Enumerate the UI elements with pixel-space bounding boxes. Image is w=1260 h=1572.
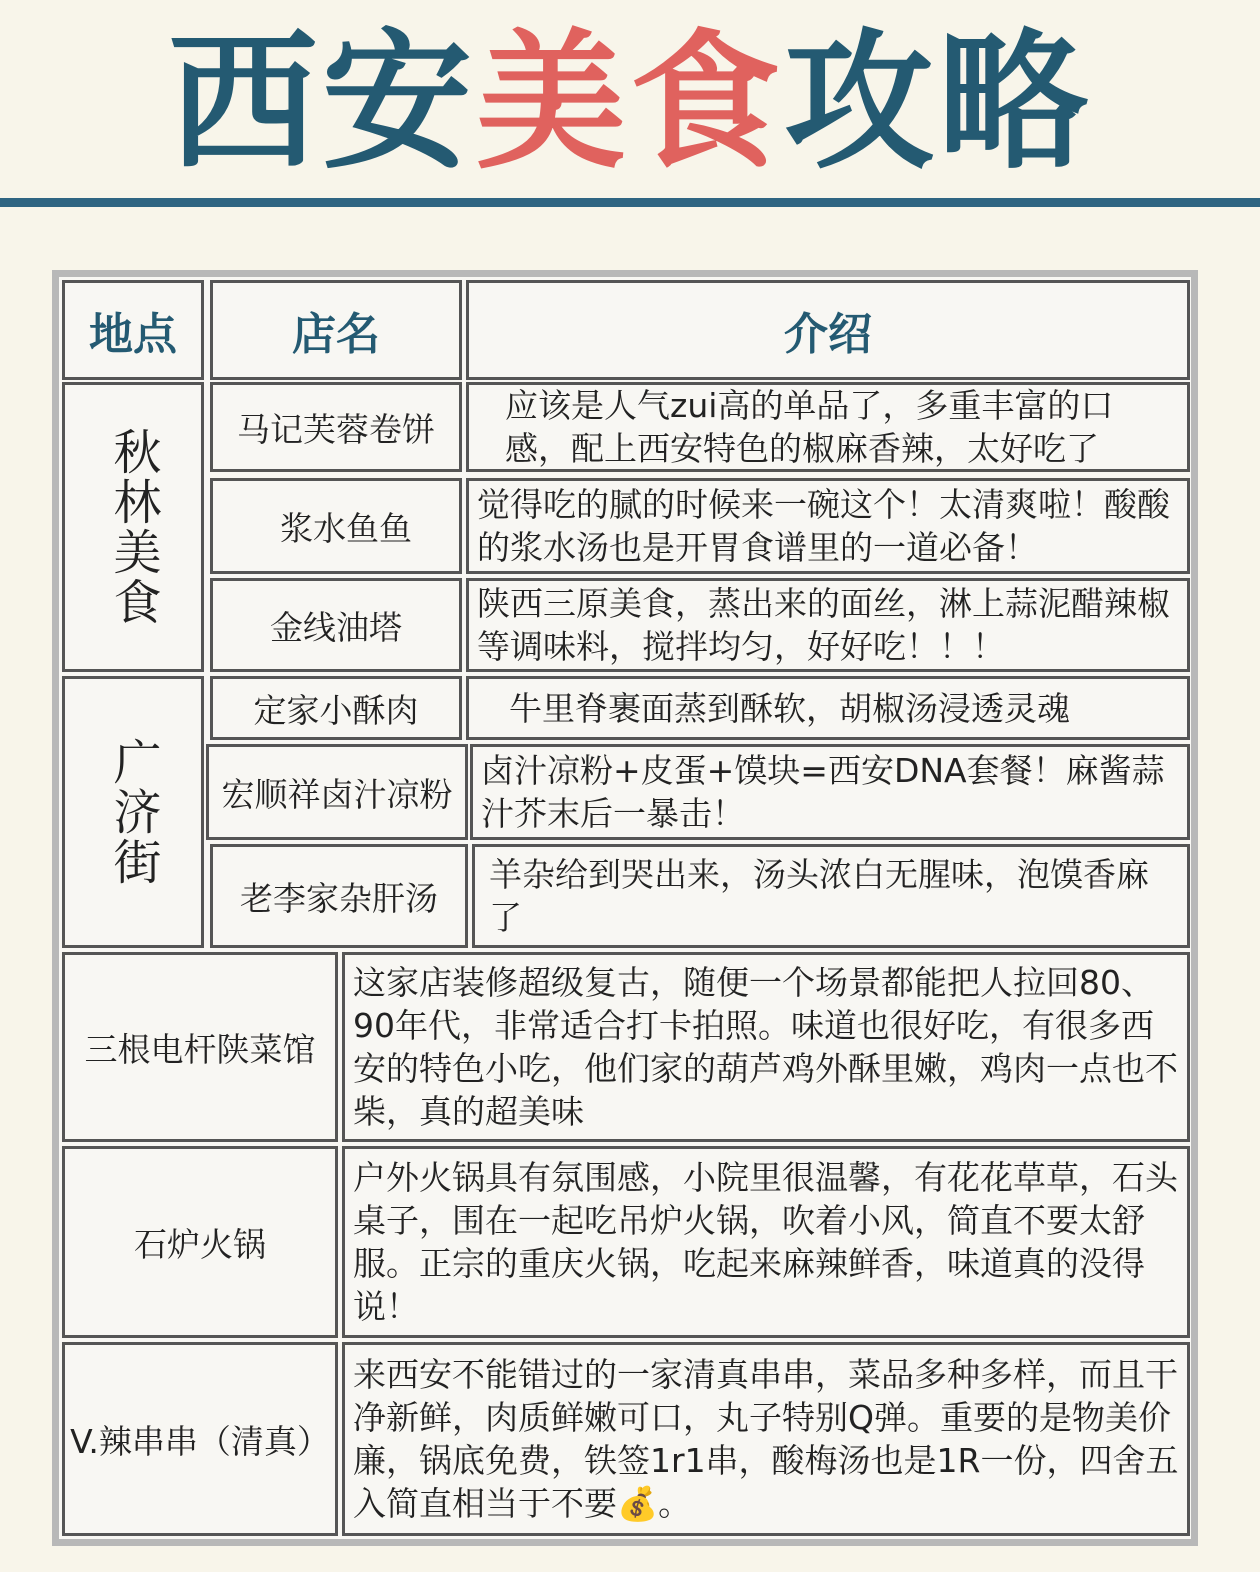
shop-name: 三根电杆陕菜馆 [84,1029,316,1069]
place-label-guangjijie: 广济街 [105,737,161,887]
intro-text: 觉得吃的腻的时候来一碗这个！太清爽啦！酸酸的浆水汤也是开胃食谱里的一道必备！ [477,485,1170,567]
shop-name: 马记芙蓉卷饼 [237,409,435,449]
intro-cell [342,1342,1190,1536]
shop-cell [206,744,468,840]
shop-cell [210,676,462,740]
intro-text: 羊杂给到哭出来，汤头浓白无腥味，泡馍香麻了 [489,855,1149,937]
intro-cell [466,478,1190,574]
header-shop-label: 店名 [292,309,380,360]
shop-cell [210,478,462,574]
shop-name: 石炉火锅 [134,1224,266,1264]
intro-text: 陕西三原美食，蒸出来的面丝，淋上蒜泥醋辣椒等调味料，搅拌均匀，好好吃！！！ [477,584,1170,666]
intro-cell [472,844,1190,948]
intro-text: 卤汁凉粉+皮蛋+馍块=西安DNA套餐！麻酱蒜汁芥末后一暴击！ [481,751,1165,833]
title-part-food: 美食 [475,16,784,190]
intro-text: 这家店装修超级复古，随便一个场景都能把人拉回80、90年代，非常适合打卡拍照。味道也很好吃，有很多西安的特色小吃，他们家的葫芦鸡外酥里嫩，鸡肉一点也不柴，真的超美味 [353,963,1178,1131]
intro-text: 来西安不能错过的一家清真串串，菜品多种多样，而且干净新鲜，肉质鲜嫩可口，丸子特别Q弹。重要的是物美价廉，锅底免费，铁签1r1串，酸梅汤也是1R一份，四舍五入简直相当于不要💰。 [353,1355,1179,1523]
shop-cell [62,1342,338,1536]
intro-cell [342,952,1190,1142]
shop-cell [210,382,462,472]
header-place [62,280,204,380]
header-place-label: 地点 [89,309,177,360]
shop-cell [210,844,468,948]
shop-cell [62,1146,338,1338]
shop-name: 老李家杂肝汤 [240,878,438,918]
intro-cell [342,1146,1190,1338]
intro-text: 应该是人气zui高的单品了，多重丰富的口感，配上西安特色的椒麻香辣，太好吃了 [505,386,1114,468]
intro-cell [470,744,1190,840]
intro-cell [466,676,1190,740]
shop-cell [210,578,462,672]
place-cell-qiulin [62,382,204,672]
intro-cell [466,382,1190,472]
shop-name: 浆水鱼鱼 [280,508,412,548]
intro-text: 牛里脊裹面蒸到酥软，胡椒汤浸透灵魂 [509,688,1070,728]
shop-name: 宏顺祥卤汁凉粉 [221,774,453,814]
header-shop [210,280,462,380]
title-divider [0,198,1260,207]
intro-text: 户外火锅具有氛围感，小院里很温馨，有花花草草，石头桌子，围在一起吃吊炉火锅，吹着小风，简直不要太舒服。正宗的重庆火锅，吃起来麻辣鲜香，味道真的没得说！ [353,1158,1178,1326]
place-cell-guangjijie [62,676,204,948]
title-part-guide: 攻略 [784,16,1093,190]
title-part-xian: 西安 [167,16,476,190]
shop-name: 定家小酥肉 [253,690,419,730]
shop-name: 金线油塔 [270,607,402,647]
shop-cell [62,952,338,1142]
intro-cell [466,578,1190,672]
header-intro [466,280,1190,380]
page-title [0,18,1260,188]
shop-name: V.辣串串（清真） [70,1421,330,1461]
header-intro-label: 介绍 [784,309,872,360]
place-label-qiulin: 秋林美食 [105,427,161,627]
